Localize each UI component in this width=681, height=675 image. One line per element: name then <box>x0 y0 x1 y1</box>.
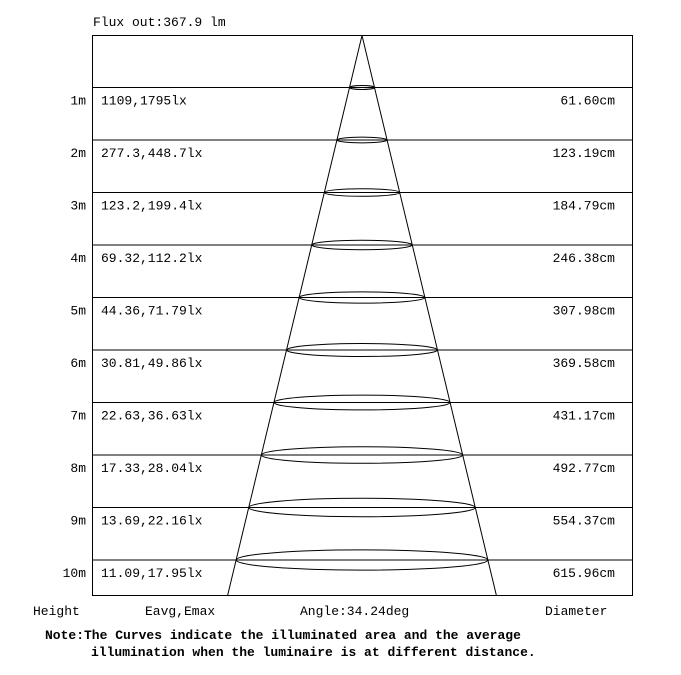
row-illuminance: 69.32,112.2lx <box>101 251 203 266</box>
row-illuminance: 123.2,199.4lx <box>101 198 203 214</box>
row-diameter: 615.96cm <box>552 566 615 581</box>
row-illuminance: 30.81,49.86lx <box>101 356 203 371</box>
light-cone <box>228 36 497 596</box>
row-illuminance: 17.33,28.04lx <box>101 461 203 476</box>
row-illuminance: 11.09,17.95lx <box>101 566 203 581</box>
row-illuminance: 44.36,71.79lx <box>101 303 203 319</box>
row-illuminance: 22.63,36.63lx <box>101 408 203 424</box>
row-diameter: 431.17cm <box>552 408 615 424</box>
beam-angle-label: Angle:34.24deg <box>300 604 410 619</box>
row-height: 3m <box>70 198 86 214</box>
row-illuminance: 13.69,22.16lx <box>101 513 203 529</box>
row-height: 10m <box>62 566 86 581</box>
flux-output-label: Flux out:367.9 lm <box>93 15 226 30</box>
row-diameter: 246.38cm <box>552 251 615 266</box>
row-height: 7m <box>70 408 86 424</box>
cone-right-edge <box>362 36 496 596</box>
row-diameter: 307.98cm <box>552 303 615 319</box>
row-diameter: 369.58cm <box>552 356 615 371</box>
row-height: 2m <box>70 146 86 161</box>
row-illuminance: 1109,1795lx <box>101 93 187 109</box>
row-height: 5m <box>70 303 86 319</box>
cone-left-edge <box>228 36 362 596</box>
row-height: 9m <box>70 513 86 529</box>
row-diameter: 123.19cm <box>552 146 615 161</box>
diameter-column-label: Diameter <box>545 604 608 619</box>
distance-rows <box>63 88 633 582</box>
row-height: 6m <box>70 356 86 371</box>
height-column-label: Height <box>33 604 80 619</box>
note-line-1: Note:The Curves indicate the illuminated area and the average <box>45 628 521 643</box>
row-diameter: 61.60cm <box>560 93 615 109</box>
illuminance-column-label: Eavg,Emax <box>145 604 216 619</box>
row-diameter: 184.79cm <box>552 198 615 214</box>
row-height: 1m <box>70 93 86 109</box>
row-height: 8m <box>70 461 86 476</box>
note-line-2: illumination when the luminaire is at different distance. <box>91 645 536 660</box>
row-diameter: 554.37cm <box>552 513 615 529</box>
row-diameter: 492.77cm <box>552 461 615 476</box>
row-height: 4m <box>70 251 86 266</box>
row-illuminance: 277.3,448.7lx <box>101 146 203 161</box>
